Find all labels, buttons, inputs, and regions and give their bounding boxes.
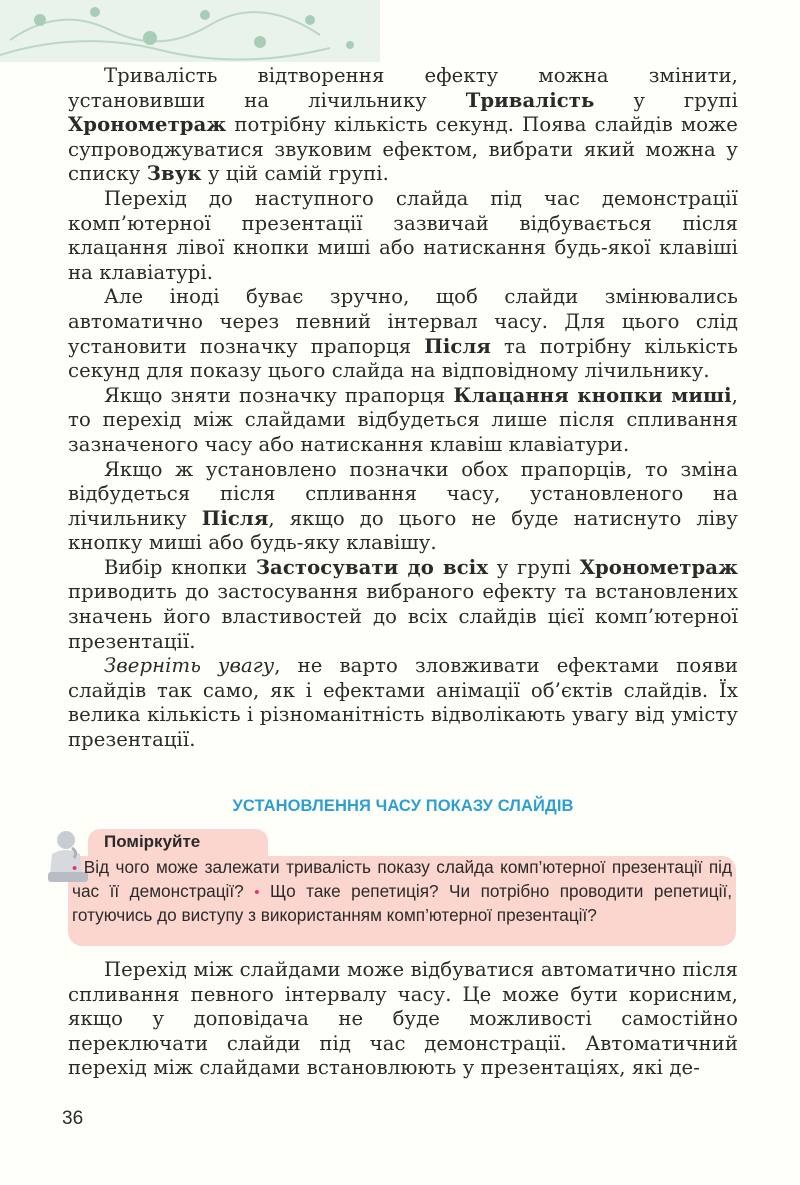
- italic-text: Зверніть увагу: [104, 654, 275, 678]
- text-run: потрібну кількість секунд. Поява слайдів може супроводжуватися звуковим ефектом, вибрати який можна у списку: [68, 113, 738, 186]
- paragraph: [68, 64, 738, 187]
- main-text: [68, 64, 738, 753]
- think-label: Поміркуйте: [104, 832, 201, 851]
- paragraph: [68, 187, 738, 285]
- paragraph: [68, 458, 738, 556]
- text-run: Якщо ж установлено позначки обох прапорців, то зміна відбудеться після спливання часу, установленого на лічильнику: [68, 457, 738, 530]
- text-run: , то перехід між слайдами відбудеться лише після спливання зазначеного часу або натискання клавіш клавіатури.: [68, 383, 738, 456]
- paragraph: [68, 285, 738, 383]
- bullet-icon: •: [254, 884, 260, 902]
- text-run: та потрібну кількість секунд для показу цього слайда на відповідному лічильнику.: [68, 334, 739, 383]
- bold-term: Тривалість: [465, 88, 595, 112]
- bullet-icon: •: [72, 860, 78, 877]
- section-title: УСТАНОВЛЕННЯ ЧАСУ ПОКАЗУ СЛАЙДІВ: [232, 797, 574, 815]
- text-after: [68, 958, 738, 1081]
- page-number: 36: [62, 1108, 84, 1129]
- text-run: у цій самій групі.: [201, 162, 390, 186]
- paragraph: Перехід між слайдами може відбуватися автоматично після спливання певного інтервалу часу. Це може бути корисним, якщо у доповідача не буде можливості самостійно переключати слайди під час демонстрації. Автоматичний перехід між слайдами встановлюють у презентаціях, які де-: [68, 958, 738, 1080]
- text-run: Але іноді буває зручно, щоб слайди змінювались автоматично через певний інтервал часу. Для цього слід установити позначку прапорця: [68, 285, 738, 358]
- bold-term: Після: [424, 334, 491, 358]
- text-run: , не варто зловживати ефектами появи слайдів так само, як і ефектами анімації об’єктів слайдів. Їх велика кількість і різноманітність відволікають увагу від умісту презентації.: [68, 654, 738, 752]
- paragraph: [68, 654, 738, 752]
- question-2: Що таке репетиція? Чи потрібно проводити репетиції, готуючись до виступу з використанням комп’ютерної презентації?: [72, 881, 732, 926]
- paragraph: [68, 556, 738, 654]
- bold-term: Після: [201, 506, 269, 530]
- text-run: Вибір кнопки: [104, 555, 256, 579]
- bold-term: Застосувати до всіх: [255, 555, 489, 579]
- bold-term: Клацання кнопки миші: [453, 383, 732, 407]
- bold-term: Хронометраж: [68, 113, 227, 137]
- text-run: Тривалість відтворення ефекту можна змінити, установивши на лічильнику: [68, 64, 738, 112]
- text-run: приводить до застосування вибраного ефекту та встановлених значень його властивостей до всіх слайдів цієї комп’ютерної презентації.: [68, 580, 738, 653]
- text-run: , якщо до цього не буде натиснуто ліву кнопку миші або будь-яку клавішу.: [68, 506, 738, 555]
- text-run: Якщо зняти позначку прапорця: [104, 383, 454, 407]
- bold-term: Звук: [146, 162, 202, 186]
- bold-term: Хронометраж: [579, 555, 738, 579]
- think-questions: [72, 856, 732, 927]
- header-ornament: [0, 0, 380, 62]
- text-run: у групі: [488, 555, 580, 579]
- text-run: у групі: [594, 88, 738, 112]
- question-1: Від чого може залежати тривалість показу слайда комп’ютерної презентації під час її демонстрації?: [72, 857, 733, 902]
- paragraph: [68, 384, 738, 458]
- text-run: Перехід до наступного слайда під час демонстрації комп’ютерної презентації зазвичай відбувається після клацання лівої кнопки миші або натискання будь-якої клавіші на клавіатурі.: [68, 186, 738, 284]
